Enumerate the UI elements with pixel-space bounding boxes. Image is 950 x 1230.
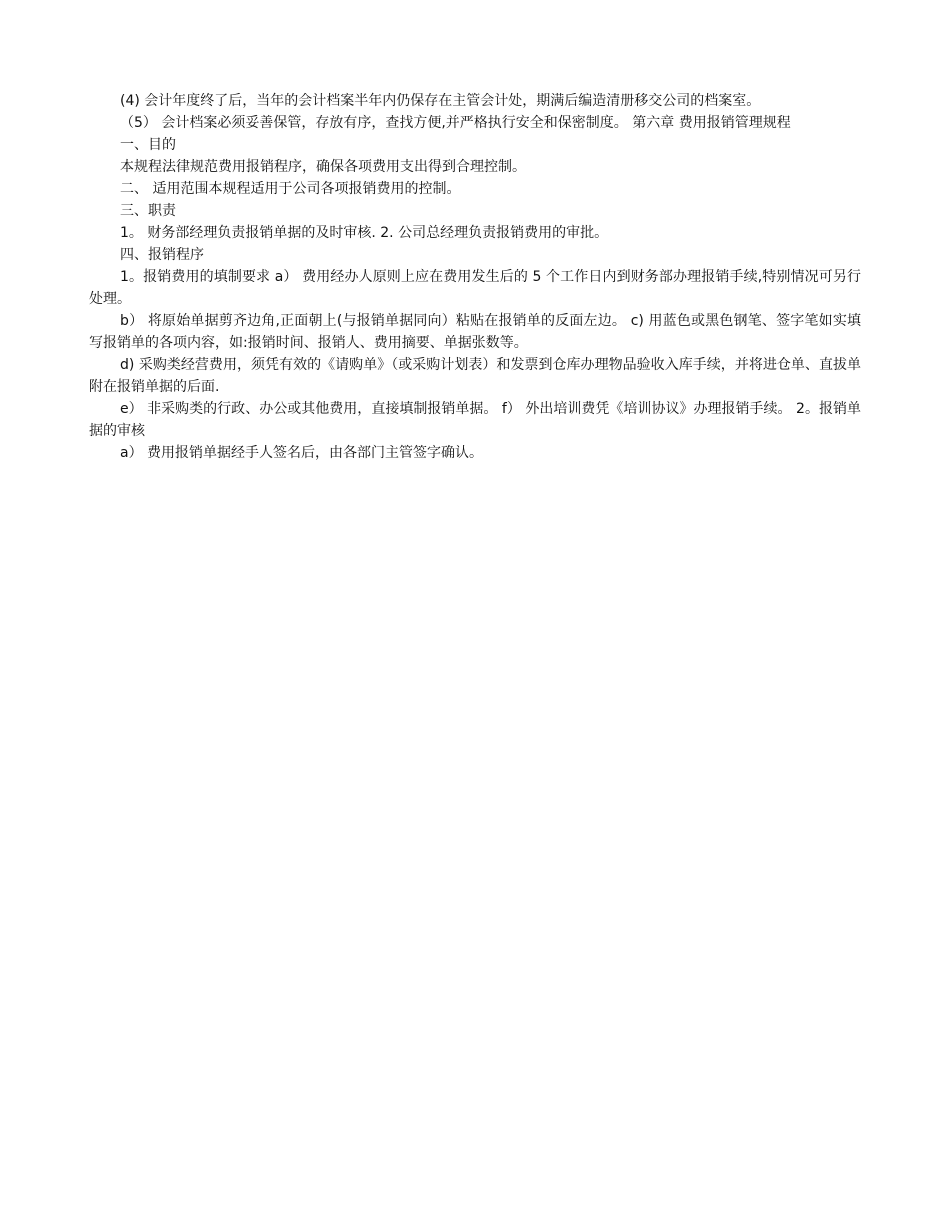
paragraph-procedure-d: d) 采购类经营费用，须凭有效的《请购单》（或采购计划表）和发票到仓库办理物品验收入库手续，并将进仓单、直拔单附在报销单据的后面. (89, 357, 861, 395)
paragraph-purpose: 本规程法律规范费用报销程序，确保各项费用支出得到合理控制。 (120, 159, 526, 175)
paragraph-archive-safekeeping: （5） 会计档案必须妥善保管，存放有序，查找方便,并严格执行安全和保密制度。 第六章 费用报销管理规程 (120, 115, 791, 131)
paragraph-procedure-e-f: e） 非采购类的行政、办公或其他费用，直接填制报销单据。 f） 外出培训费凭《培训协议》办理报销手续。 2。报销单据的审核 (89, 401, 861, 439)
heading-responsibilities: 三、职责 (120, 203, 176, 219)
paragraph-scope: 二、 适用范围本规程适用于公司各项报销费用的控制。 (120, 181, 461, 197)
paragraph-procedure-a: 1。报销费用的填制要求 a） 费用经办人原则上应在费用发生后的 5 个工作日内到财务部办理报销手续,特别情况可另行处理。 (89, 269, 861, 307)
heading-procedure: 四、报销程序 (120, 247, 204, 263)
paragraph-archive-handover: (4) 会计年度终了后，当年的会计档案半年内仍保存在主管会计处，期满后编造清册移交公司的档案室。 (120, 93, 761, 109)
document-body (89, 90, 861, 464)
paragraph-review-a: a） 费用报销单据经手人签名后，由各部门主管签字确认。 (120, 445, 484, 461)
paragraph-procedure-b-c: b） 将原始单据剪齐边角,正面朝上(与报销单据同向）粘贴在报销单的反面左边。 c) 用蓝色或黑色钢笔、签字笔如实填写报销单的各项内容，如:报销时间、报销人、费用摘要、单据张数等。 (89, 313, 861, 351)
paragraph-responsibilities: 1。 财务部经理负责报销单据的及时审核. 2. 公司总经理负责报销费用的审批。 (120, 225, 609, 241)
heading-purpose: 一、目的 (120, 137, 176, 153)
